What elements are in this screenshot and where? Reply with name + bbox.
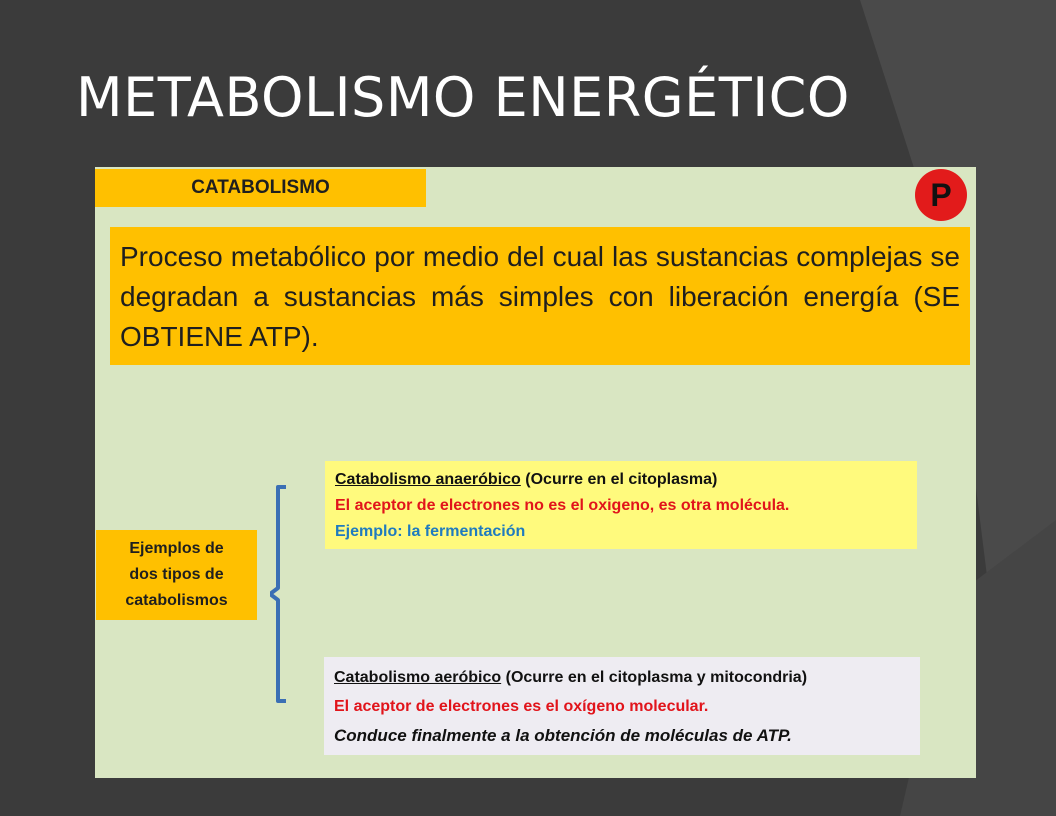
aerobic-title: Catabolismo aeróbico [334,669,502,686]
anaerobic-example: Ejemplo: la fermentación [335,523,526,540]
anaerobic-note: (Ocurre en el citoplasma) [525,471,718,488]
slide-title: METABOLISMO ENERGÉTICO [76,66,850,129]
anaerobic-acceptor: El aceptor de electrones no es el oxigeno, es otra molécula. [335,497,790,514]
curly-brace-icon [270,485,310,703]
definition-text: Proceso metabólico por medio del cual las sustancias complejas se degradan a sustancias más simples con liberación energía (SE OBTIENE ATP). [120,241,960,352]
examples-line-1: Ejemplos de [129,540,224,557]
definition-box [110,227,970,365]
aerobic-note: (Ocurre en el citoplasma y mitocondria) [505,669,808,686]
p-badge: P [915,169,967,221]
examples-label [96,530,257,620]
anaerobic-title: Catabolismo anaeróbico [335,471,521,488]
catabolismo-tag: CATABOLISMO [95,169,426,207]
aerobic-acceptor: El aceptor de electrones es el oxígeno molecular. [334,698,709,715]
aerobic-result: Conduce finalmente a la obtención de moléculas de ATP. [334,726,792,745]
content-panel [95,167,976,778]
aerobic-box [324,657,920,755]
examples-line-3: catabolismos [125,592,228,609]
examples-line-2: dos tipos de [129,566,224,583]
anaerobic-box [325,461,917,549]
